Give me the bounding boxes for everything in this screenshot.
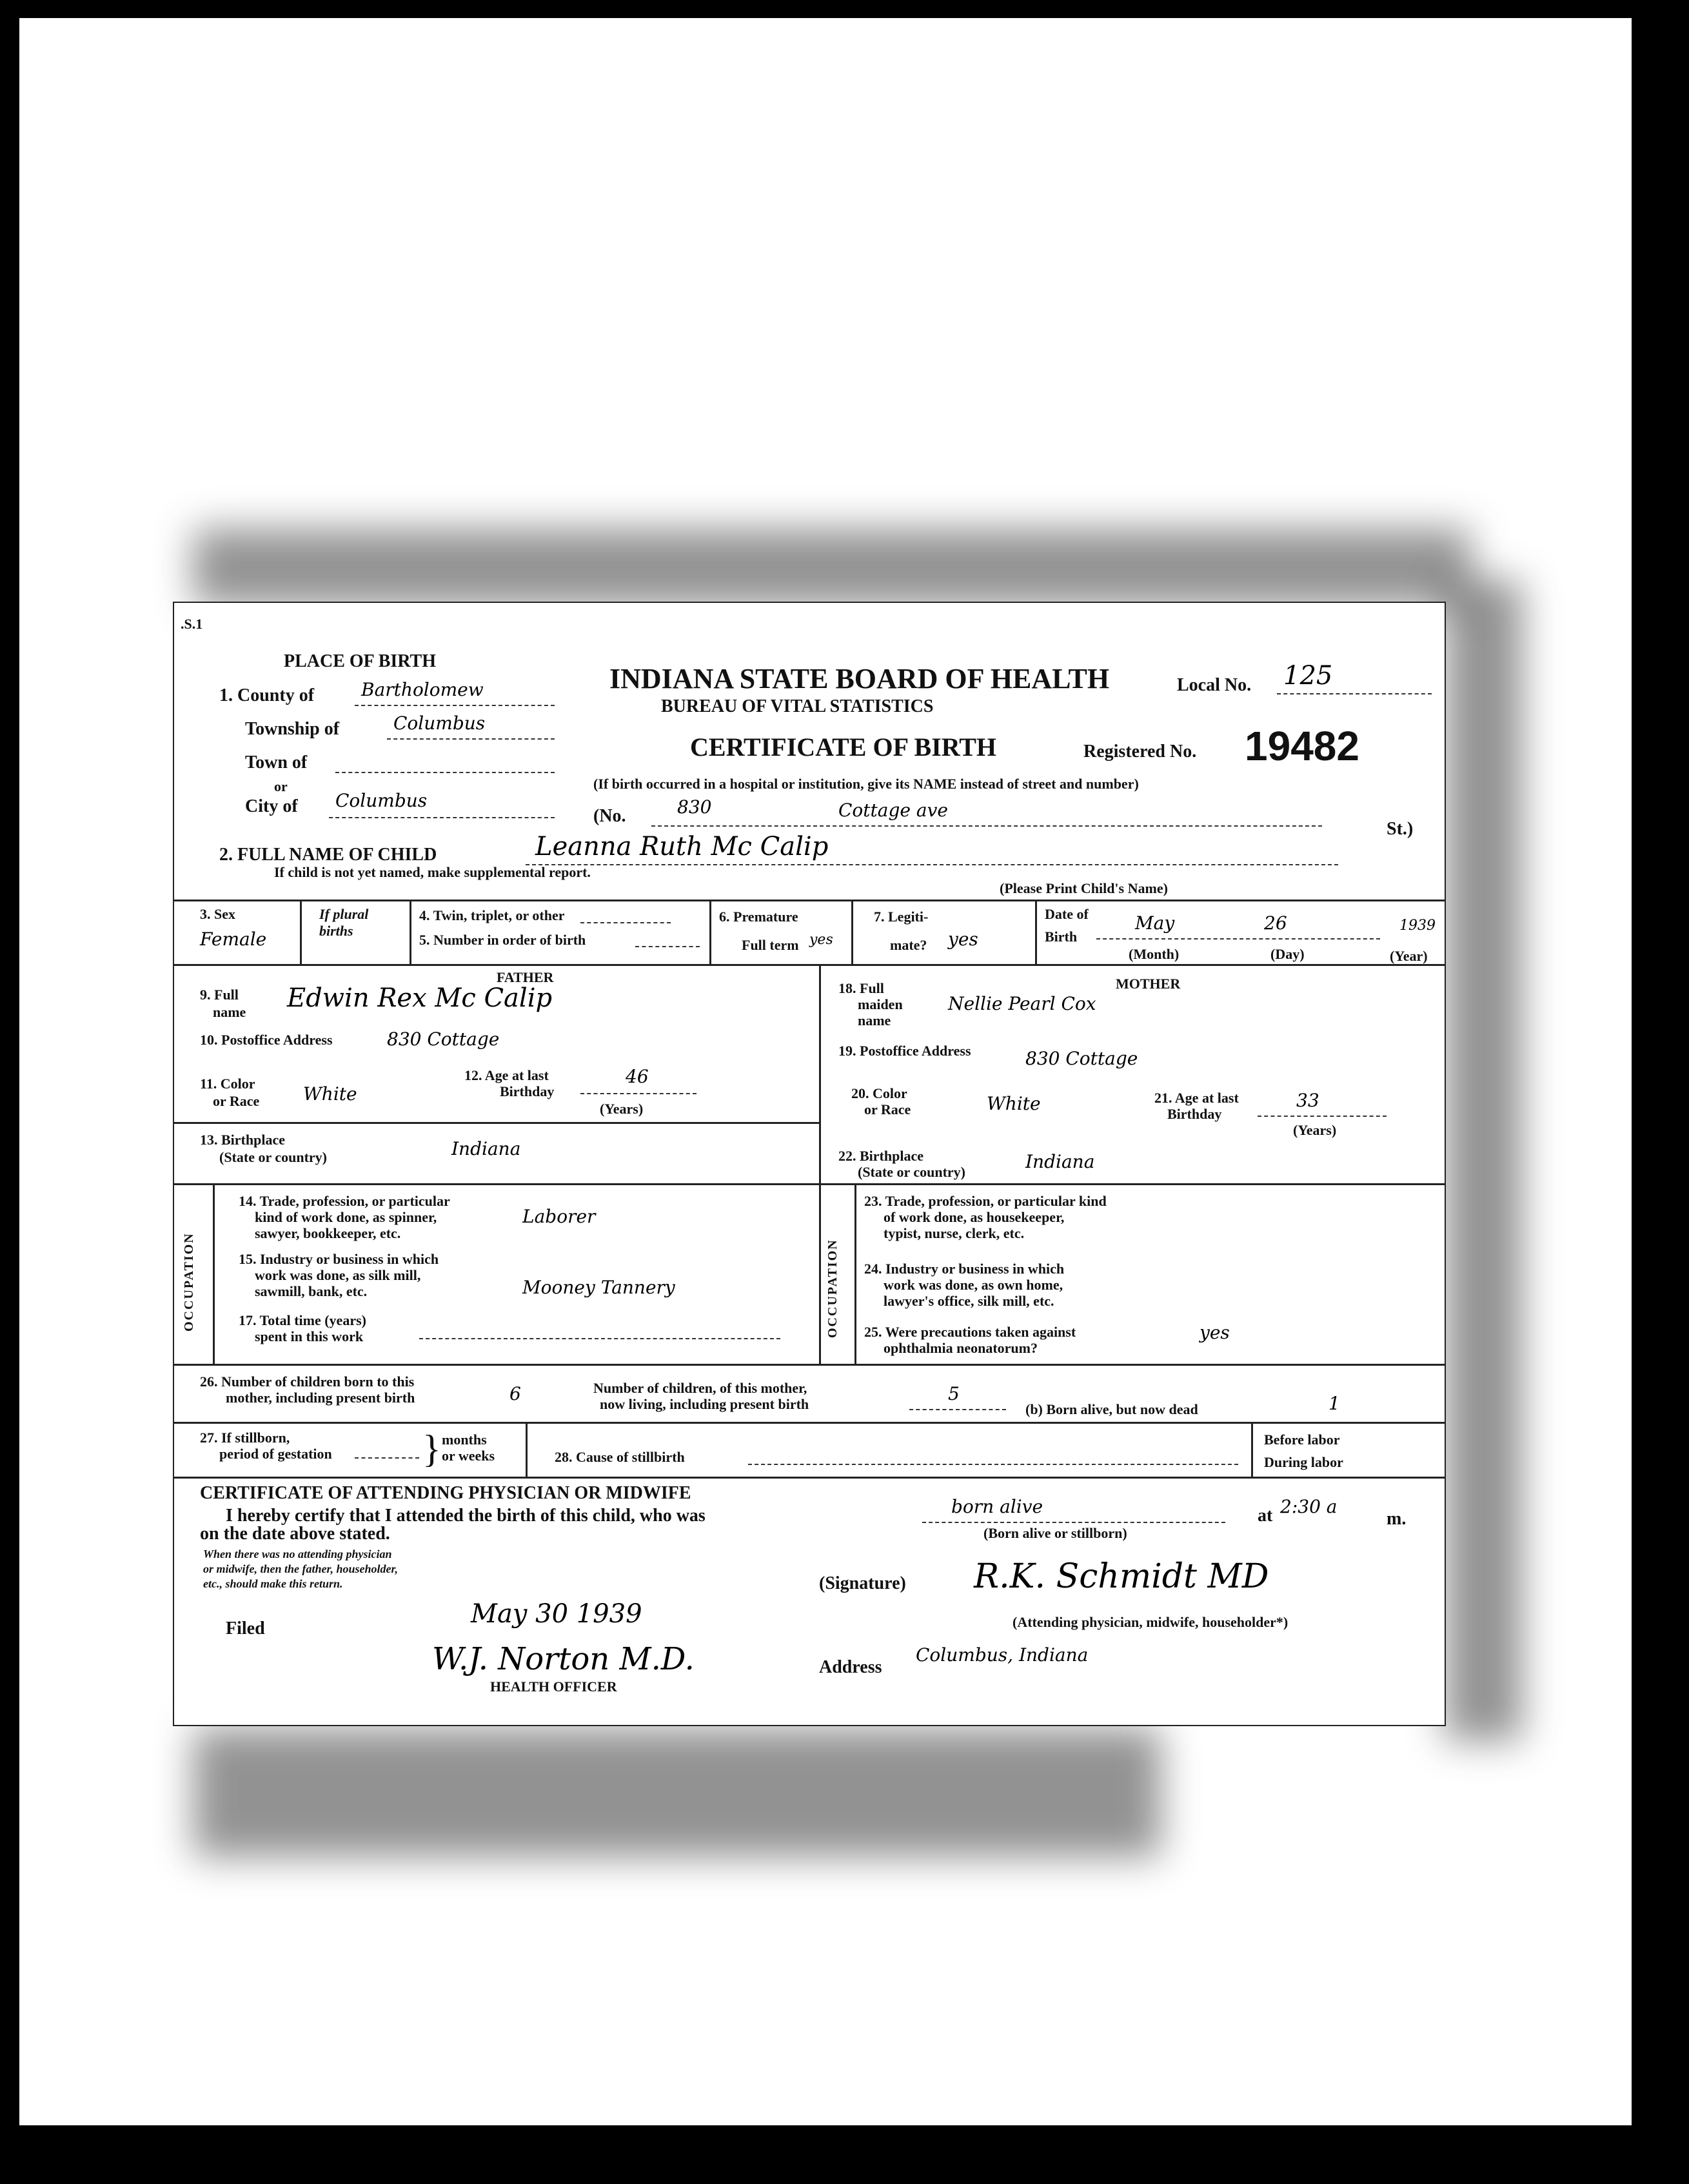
father-name-value: Edwin Rex Mc Calip <box>287 983 553 1013</box>
signature-label: (Signature) <box>819 1573 906 1593</box>
month-label: (Month) <box>1129 946 1180 962</box>
hospital-note: (If birth occurred in a hospital or institution, give its NAME instead of street and number) <box>593 776 1139 792</box>
birth-certificate <box>174 603 1445 1725</box>
filed-label: Filed <box>226 1618 265 1638</box>
mother-industry-label-2: work was done, as own home, <box>884 1277 1063 1293</box>
health-officer-signature: W.J. Norton M.D. <box>432 1641 695 1677</box>
mother-color-label-2: or Race <box>864 1101 911 1117</box>
father-birthplace-label: 13. Birthplace <box>200 1132 285 1148</box>
legit-label: 7. Legiti- <box>874 909 929 925</box>
children-born-label-2: mother, including present birth <box>226 1390 415 1406</box>
children-living-value: 5 <box>948 1383 960 1404</box>
born-status-note: (Born alive or stillborn) <box>983 1525 1127 1541</box>
mother-industry-label: 24. Industry or business in which <box>864 1261 1065 1277</box>
father-name-label: 9. Full <box>200 987 239 1003</box>
father-trade-label: 14. Trade, profession, or particular <box>239 1193 450 1209</box>
mother-trade-label-2: of work done, as housekeeper, <box>884 1209 1065 1225</box>
dob-label: Date of <box>1045 906 1089 922</box>
township-value: Columbus <box>393 713 486 734</box>
legit-label-2: mate? <box>890 937 927 953</box>
children-dead-label: (b) Born alive, but now dead <box>1025 1401 1198 1417</box>
at-label: at <box>1258 1506 1273 1526</box>
father-time-label-2: spent in this work <box>255 1328 364 1344</box>
mother-heading: MOTHER <box>1116 976 1181 992</box>
mother-occupation-label: OCCUPATION <box>825 1239 840 1338</box>
registered-no-value: 19482 <box>1245 723 1359 769</box>
birth-month: May <box>1135 912 1175 934</box>
sex-label: 3. Sex <box>200 906 235 922</box>
father-years-label: (Years) <box>600 1101 644 1117</box>
mother-color-value: White <box>987 1093 1041 1114</box>
mother-name-value: Nellie Pearl Cox <box>948 993 1096 1014</box>
county-label: 1. County of <box>219 685 315 705</box>
mother-birthplace-label-2: (State or country) <box>858 1164 965 1180</box>
full-term-label: Full term <box>742 937 799 953</box>
father-address-label: 10. Postoffice Address <box>200 1032 333 1048</box>
township-label: Township of <box>245 719 340 739</box>
children-living-label: Number of children, of this mother, <box>593 1380 807 1396</box>
not-named-note: If child is not yet named, make supplemental report. <box>274 864 591 880</box>
place-of-birth-heading: PLACE OF BIRTH <box>284 651 437 671</box>
mother-age-label-2: Birthday <box>1167 1106 1222 1122</box>
physician-statement: I hereby certify that I attended the birth of this child, who was <box>226 1506 706 1526</box>
father-heading: FATHER <box>497 969 554 985</box>
father-address-value: 830 Cottage <box>387 1028 500 1050</box>
father-time-label: 17. Total time (years) <box>239 1312 366 1328</box>
father-name-label-2: name <box>213 1004 246 1020</box>
county-value: Bartholomew <box>361 679 484 700</box>
legit-value: yes <box>948 929 978 950</box>
father-trade-label-2: kind of work done, as spinner, <box>255 1209 437 1225</box>
precautions-label-2: ophthalmia neonatorum? <box>884 1340 1038 1356</box>
local-no-value: 125 <box>1283 661 1333 691</box>
st-label: St.) <box>1387 819 1414 839</box>
certificate-title: CERTIFICATE OF BIRTH <box>690 733 997 762</box>
father-trade-label-3: sawyer, bookkeeper, etc. <box>255 1225 401 1241</box>
mother-name-label: 18. Full <box>838 980 884 996</box>
bureau-title: BUREAU OF VITAL STATISTICS <box>661 696 934 716</box>
local-no-label: Local No. <box>1177 675 1252 695</box>
mother-address-value: 830 Cottage <box>1025 1048 1138 1069</box>
town-label: Town of <box>245 753 308 772</box>
twin-label: 4. Twin, triplet, or other <box>419 907 565 923</box>
m-label: m. <box>1387 1509 1407 1529</box>
father-age-label: 12. Age at last <box>464 1067 549 1083</box>
street-no-value: 830 <box>677 796 712 818</box>
mother-age-label: 21. Age at last <box>1154 1090 1239 1106</box>
street-name-value: Cottage ave <box>838 800 948 821</box>
physician-heading: CERTIFICATE OF ATTENDING PHYSICIAN OR MIDWIFE <box>200 1483 691 1503</box>
day-label: (Day) <box>1270 946 1305 962</box>
precautions-label: 25. Were precautions taken against <box>864 1324 1076 1340</box>
mother-name-label-2: maiden <box>858 996 903 1012</box>
mother-address-label: 19. Postoffice Address <box>838 1043 971 1059</box>
father-color-value: White <box>303 1083 357 1105</box>
note-1: When there was no attending physician <box>203 1548 392 1560</box>
sex-value: Female <box>200 929 267 950</box>
physician-statement-2: on the date above stated. <box>200 1524 390 1544</box>
father-trade-value: Laborer <box>522 1206 596 1227</box>
child-name-label: 2. FULL NAME OF CHILD <box>219 845 437 865</box>
during-labor-label: During labor <box>1264 1454 1343 1470</box>
father-color-label: 11. Color <box>200 1076 255 1092</box>
birth-year: 1939 <box>1399 918 1436 934</box>
signer-note: (Attending physician, midwife, householder*) <box>1012 1614 1289 1630</box>
father-age-value: 46 <box>626 1066 649 1087</box>
precautions-value: yes <box>1200 1322 1230 1343</box>
father-industry-label-2: work was done, as silk mill, <box>255 1267 421 1283</box>
address-label: Address <box>819 1657 882 1677</box>
weeks-label: or weeks <box>442 1448 495 1464</box>
father-color-label-2: or Race <box>213 1093 260 1109</box>
mother-name-label-3: name <box>858 1012 891 1028</box>
note-2: or midwife, then the father, householder, <box>203 1562 399 1575</box>
mother-age-value: 33 <box>1296 1090 1319 1111</box>
stillborn-label: 27. If stillborn, <box>200 1430 290 1446</box>
father-industry-label-3: sawmill, bank, etc. <box>255 1283 368 1299</box>
children-dead-value: 1 <box>1328 1393 1340 1414</box>
note-3: etc., should make this return. <box>203 1577 343 1590</box>
father-age-label-2: Birthday <box>500 1083 555 1099</box>
scan-shadow <box>193 529 1470 606</box>
physician-address: Columbus, Indiana <box>916 1644 1089 1666</box>
before-labor-label: Before labor <box>1264 1431 1340 1448</box>
print-note: (Please Print Child's Name) <box>1000 880 1168 896</box>
physician-signature: R.K. Schmidt MD <box>974 1557 1269 1596</box>
child-name-value: Leanna Ruth Mc Calip <box>535 832 829 861</box>
children-living-label-2: now living, including present birth <box>600 1396 809 1412</box>
form-id: .S.1 <box>181 616 203 632</box>
born-status-value: born alive <box>951 1496 1043 1517</box>
mother-trade-label: 23. Trade, profession, or particular kind <box>864 1193 1107 1209</box>
children-born-label: 26. Number of children born to this <box>200 1373 415 1390</box>
mother-birthplace-label: 22. Birthplace <box>838 1148 924 1164</box>
full-term-value: yes <box>809 932 833 948</box>
cause-label: 28. Cause of stillbirth <box>555 1449 685 1465</box>
months-label: months <box>442 1431 487 1448</box>
scan-shadow <box>1445 580 1522 1741</box>
birth-label: Birth <box>1045 929 1078 945</box>
city-label: City of <box>245 796 298 816</box>
or-label: or <box>274 778 288 794</box>
order-label: 5. Number in order of birth <box>419 932 586 948</box>
premature-label: 6. Premature <box>719 909 798 925</box>
year-label: (Year) <box>1390 948 1428 964</box>
registered-no-label: Registered No. <box>1083 742 1197 762</box>
brace: } <box>422 1428 441 1470</box>
agency-title: INDIANA STATE BOARD OF HEALTH <box>609 663 1110 694</box>
mother-trade-label-3: typist, nurse, clerk, etc. <box>884 1225 1025 1241</box>
mother-color-label: 20. Color <box>851 1085 907 1101</box>
mother-years-label: (Years) <box>1293 1122 1337 1138</box>
father-birthplace-value: Indiana <box>451 1138 521 1159</box>
father-occupation-label: OCCUPATION <box>182 1232 196 1332</box>
mother-birthplace-value: Indiana <box>1025 1151 1095 1172</box>
health-officer-label: HEALTH OFFICER <box>490 1678 617 1695</box>
mother-industry-label-3: lawyer's office, silk mill, etc. <box>884 1293 1054 1309</box>
plural-label: If plural births <box>319 906 369 939</box>
father-industry-label: 15. Industry or business in which <box>239 1251 439 1267</box>
father-birthplace-label-2: (State or country) <box>219 1149 327 1165</box>
filed-date: May 30 1939 <box>471 1599 642 1629</box>
time-value: 2:30 a <box>1280 1496 1338 1517</box>
scan-shadow <box>193 1728 1161 1857</box>
birth-day: 26 <box>1264 912 1287 934</box>
father-industry-value: Mooney Tannery <box>522 1277 675 1298</box>
stillborn-label-2: period of gestation <box>219 1446 332 1462</box>
children-born-value: 6 <box>509 1383 521 1404</box>
street-no-label: (No. <box>593 806 626 826</box>
city-value: Columbus <box>335 790 428 811</box>
